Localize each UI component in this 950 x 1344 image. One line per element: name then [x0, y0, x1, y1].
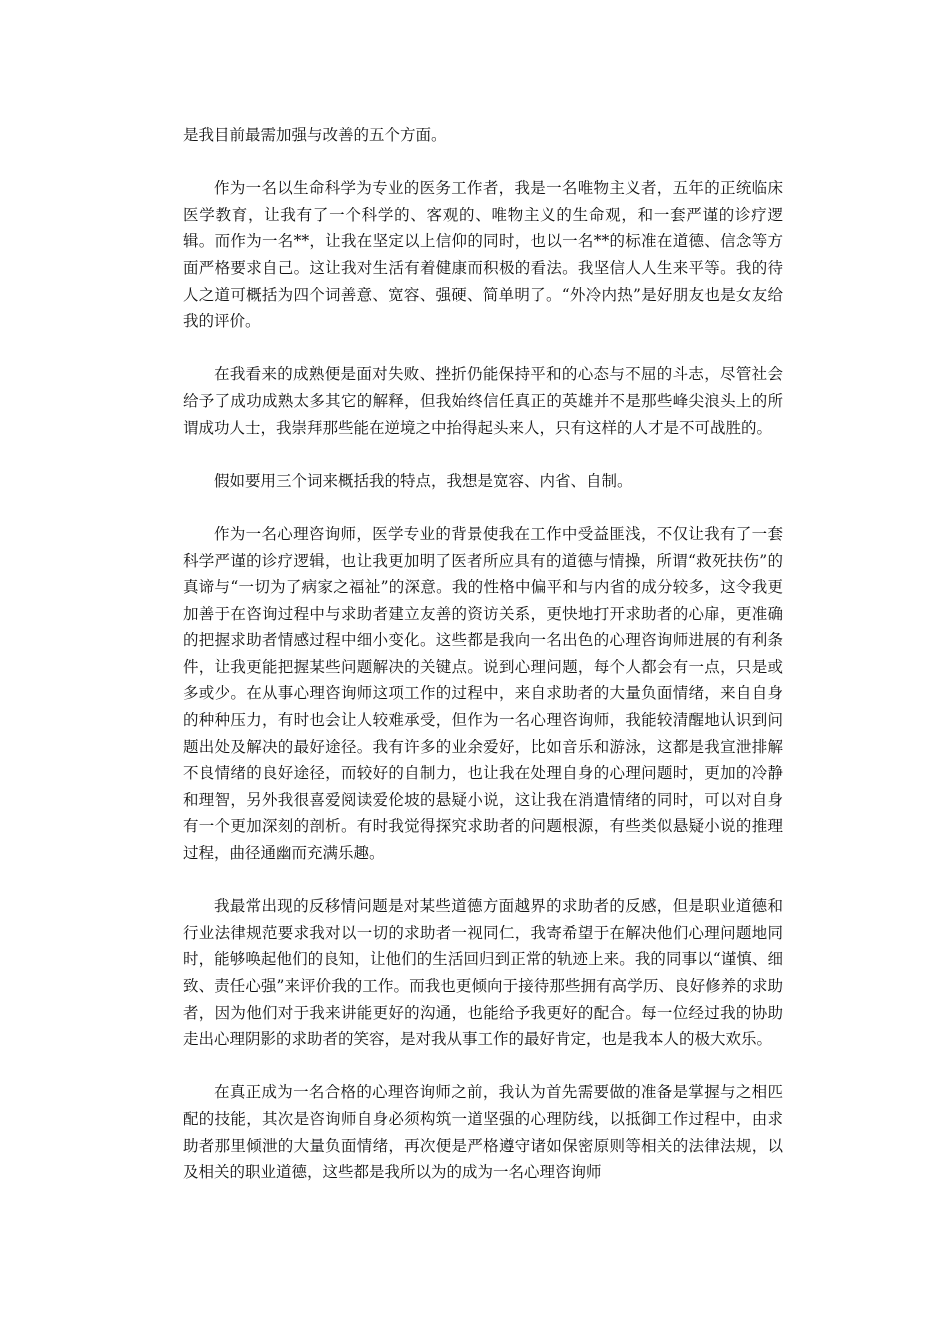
paragraph-gap [183, 335, 783, 362]
paragraph-gap [183, 441, 783, 468]
paragraph-7: 在真正成为一名合格的心理咨询师之前，我认为首先需要做的准备是掌握与之相匹配的技能，其次是咨询师自身必须构筑一道坚强的心理防线，以抵御工作过程中，由求助者那里倾泄的大量负面情绪，再次便是严格遵守诸如保密原则等相关的法律法规，以及相关的职业道德，这些都是我所以为的成为一名心理咨询师 [183, 1083, 783, 1182]
document-body [183, 122, 783, 1186]
paragraph-6: 我最常出现的反移情问题是对某些道德方面越界的求助者的反感，但是职业道德和行业法律规范要求我对以一切的求助者一视同仁，我寄希望于在解决他们心理问题地同时，能够唤起他们的良知，让他们的生活回归到正常的轨迹上来。我的同事以“谨慎、细致、责任心强”来评价我的工作。而我也更倾向于接待那些拥有高学历、良好修养的求助者，因为他们对于我来讲能更好的沟通，也能给予我更好的配合。每一位经过我的协助走出心理阴影的求助者的笑容，是对我从事工作的最好肯定，也是我本人的极大欢乐。 [183, 897, 783, 1049]
paragraph-3: 在我看来的成熟便是面对失败、挫折仍能保持平和的心态与不屈的斗志，尽管社会给予了成功成熟太多其它的解释，但我始终信任真正的英雄并不是那些峰尖浪头上的所谓成功人士，我崇拜那些能在逆境之中抬得起头来人，只有这样的人才是不可战胜的。 [183, 365, 783, 437]
paragraph-5: 作为一名心理咨询师，医学专业的背景使我在工作中受益匪浅，不仅让我有了一套科学严谨的诊疗逻辑，也让我更加明了医者所应具有的道德与情操，所谓“救死扶伤”的真谛与“一切为了病家之福祉”的深意。我的性格中偏平和与内省的成分较多，这令我更加善于在咨询过程中与求助者建立友善的资访关系，更快地打开求助者的心扉，更准确的把握求助者情感过程中细小变化。这些都是我向一名出色的心理咨询师进展的有利条件，让我更能把握某些问题解决的关键点。说到心理问题，每个人都会有一点，只是或多或少。在从事心理咨询师这项工作的过程中，来自求助者的大量负面情绪，来自自身的种种压力，有时也会让人较难承受，但作为一名心理咨询师，我能较清醒地认识到问题出处及解决的最好途径。我有许多的业余爱好，比如音乐和游泳，这都是我宣泄排解不良情绪的良好途径，而较好的自制力，也让我在处理自身的心理问题时，更加的冷静和理智，另外我很喜爱阅读爱伦坡的悬疑小说，这让我在消遣情绪的同时，可以对自身有一个更加深刻的剖析。有时我觉得探究求助者的问题根源，有些类似悬疑小说的推理过程，曲径通幽而充满乐趣。 [183, 524, 783, 863]
paragraph-4: 假如要用三个词来概括我的特点，我想是宽容、内省、自制。 [214, 471, 633, 490]
paragraph-gap [183, 149, 783, 176]
paragraph-2: 作为一名以生命科学为专业的医务工作者，我是一名唯物主义者，五年的正统临床医学教育，让我有了一个科学的、客观的、唯物主义的生命观，和一套严谨的诊疗逻辑。而作为一名**，让我在坚定以上信仰的同时，也以一名**的标准在道德、信念等方面严格要求自己。这让我对生活有着健康而积极的看法。我坚信人人生来平等。我的待人之道可概括为四个词善意、宽容、强硬、简单明了。“外冷内热”是好朋友也是女友给我的评价。 [183, 179, 783, 331]
paragraph-gap [183, 1053, 783, 1080]
paragraph-1: 是我目前最需加强与改善的五个方面。 [183, 126, 447, 144]
paragraph-gap [183, 867, 783, 894]
paragraph-gap [183, 494, 783, 521]
